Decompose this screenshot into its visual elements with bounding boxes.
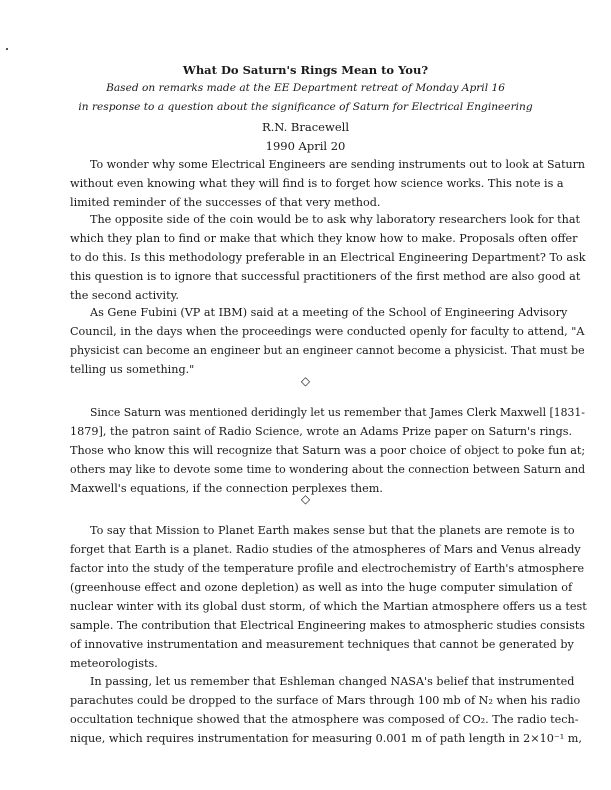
paragraph-line: others may like to devote some time to wondering about the connection between Saturn and bbox=[70, 463, 586, 476]
paragraph-line: which they plan to find or make that which they know how to make. Proposals often offer bbox=[70, 232, 578, 245]
paragraph-line: telling us something." bbox=[70, 363, 195, 376]
paragraph-line: Those who know this will recognize that Saturn was a poor choice of object to poke fun at; bbox=[70, 444, 586, 457]
paragraph-5 bbox=[70, 521, 590, 673]
section-separator: ◇ bbox=[300, 374, 311, 388]
paragraph-line: 1879], the patron saint of Radio Science, wrote an Adams Prize paper on Saturn's rings. bbox=[70, 425, 573, 438]
paragraph-line: Council, in the days when the proceedings were conducted openly for faculty to attend, "A bbox=[70, 325, 585, 338]
paragraph-line: limited reminder of the successes of that very method. bbox=[70, 196, 381, 209]
paragraph-line: to do this. Is this methodology preferable in an Electrical Engineering Department? To ask bbox=[70, 251, 586, 264]
paragraph-6 bbox=[70, 672, 590, 748]
paragraph-line: parachutes could be dropped to the surface of Mars through 100 mb of N₂ when his radio bbox=[70, 694, 581, 707]
margin-mark bbox=[6, 48, 8, 50]
paragraph-line: Maxwell's equations, if the connection perplexes them. bbox=[70, 482, 383, 495]
paragraph-line: The opposite side of the coin would be to ask why laboratory researchers look for that bbox=[90, 213, 581, 226]
paragraph-line: this question is to ignore that successful practitioners of the first method are also good at bbox=[70, 270, 581, 283]
paragraph-line: To say that Mission to Planet Earth makes sense but that the planets are remote is to bbox=[90, 524, 575, 537]
paragraph-line: sample. The contribution that Electrical Engineering makes to atmospheric studies consists bbox=[70, 619, 585, 632]
paragraph-line: To wonder why some Electrical Engineers are sending instruments out to look at Saturn bbox=[90, 158, 586, 171]
paragraph-line: Since Saturn was mentioned deridingly let us remember that James Clerk Maxwell [1831- bbox=[90, 406, 585, 419]
paragraph-line: occultation technique showed that the atmosphere was composed of CO₂. The radio tech- bbox=[70, 713, 579, 726]
paragraph-line: nique, which requires instrumentation for measuring 0.001 m of path length in 2×10⁻¹ m, bbox=[70, 732, 582, 745]
paragraph-line: of innovative instrumentation and measurement techniques that cannot be generated by bbox=[70, 638, 574, 651]
section-separator: ◇ bbox=[300, 492, 311, 506]
document-title: What Do Saturn's Rings Mean to You? bbox=[182, 63, 429, 77]
paragraph-line: the second activity. bbox=[70, 289, 179, 302]
subtitle-line-2: in response to a question about the significance of Saturn for Electrical Engineering bbox=[78, 101, 533, 113]
paragraph-line: As Gene Fubini (VP at IBM) said at a meeting of the School of Engineering Advisory bbox=[90, 306, 568, 319]
document-date: 1990 April 20 bbox=[265, 139, 346, 153]
paragraph-line: factor into the study of the temperature profile and electrochemistry of Earth's atmosphere bbox=[70, 562, 585, 575]
paragraph-line: forget that Earth is a planet. Radio studies of the atmospheres of Mars and Venus already bbox=[70, 543, 581, 556]
paragraph-line: without even knowing what they will find is to forget how science works. This note is a bbox=[70, 177, 564, 190]
paragraph-1 bbox=[70, 155, 590, 212]
paragraph-line: physicist can become an engineer but an engineer cannot become a physicist. That must be bbox=[70, 344, 585, 357]
paragraph-line: (greenhouse effect and ozone depletion) as well as into the huge computer simulation of bbox=[70, 581, 573, 594]
paragraph-line: nuclear winter with its global dust storm, of which the Martian atmosphere offers us a test bbox=[70, 600, 587, 613]
paragraph-line: In passing, let us remember that Eshleman changed NASA's belief that instrumented bbox=[90, 675, 575, 688]
paragraph-4 bbox=[70, 403, 590, 498]
subtitle-line-1: Based on remarks made at the EE Department retreat of Monday April 16 bbox=[106, 82, 505, 94]
paragraph-2 bbox=[70, 210, 590, 305]
author: R.N. Bracewell bbox=[261, 120, 349, 134]
paragraph-line: meteorologists. bbox=[70, 657, 158, 670]
paragraph-3 bbox=[70, 303, 590, 379]
